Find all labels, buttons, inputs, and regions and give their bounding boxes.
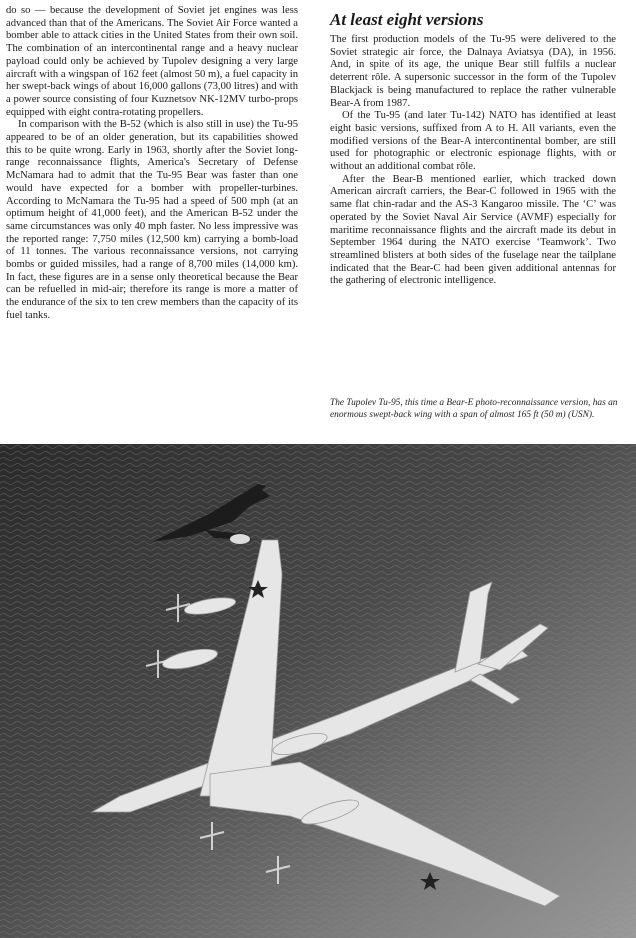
section-heading: At least eight versions bbox=[330, 10, 484, 29]
aircraft-photo bbox=[0, 444, 636, 938]
photo-caption: The Tupolev Tu-95, this time a Bear-E photo-reconnaissance version, has an enormous swept-back wing with a span of almost 165 ft (50 m) (USN). bbox=[330, 398, 618, 420]
paragraph: After the Bear-B mentioned earlier, which tracked down American aircraft carriers, the Bear-C followed in 1965 with the same flat chin-radar and the AS-3 Kangaroo missile. The ‘C’ was operated by the Soviet Naval Air Service (AVMF) especially for maritime reconnaissance flights and the aircraft made its debut in September 1964 during the NATO exercise ‘Teamwork’. Two streamlined blisters at both sides of the fuselage near the tailplane indicated that the Bear-C had been given additional antennas for the gathering of electronic intelligence. bbox=[330, 173, 616, 287]
paragraph: do so — because the development of Soviet jet engines was less advanced than that of the Americans. The Soviet Air Force wanted a bomber able to attack cities in the United States from their own soil. The combination of an intercontinental range and a heavy nuclear payload could only be achieved by Tupolev designing a very large aircraft with a wingspan of 162 feet (almost 50 m), a fuel capacity in her swept-back wings of about 16,000 gallons (73,00 litres) and with a power source consisting of four Kuznetsov NK-12MV turbo-props equipped with eight contra-rotating propellers. bbox=[6, 5, 298, 118]
sea-waves bbox=[0, 444, 636, 938]
right-text-column bbox=[330, 10, 616, 288]
left-text-column bbox=[6, 5, 298, 323]
paragraph: Of the Tu-95 (and later Tu-142) NATO has identified at least eight basic versions, suffixed from A to H. All variants, even the modified versions of the Bear-A intercontinental bomber, are still used for photographic or electronic espionage flights, with or without an additional combat rôle. bbox=[330, 110, 616, 173]
paragraph: The first production models of the Tu-95 were delivered to the Soviet strategic air force, the Dalnaya Aviatsya (DA), in 1956. And, in spite of its age, the unique Bear still fulfils a nuclear deterrent rôle. A supersonic successor in the form of the Tupolev Blackjack is being manufactured to replace the rather vulnerable Bear-A from 1987. bbox=[330, 34, 616, 109]
paragraph: In comparison with the B-52 (which is also still in use) the Tu-95 appeared to be of an older generation, but its capabilities showed this to be quite wrong. Early in 1963, shortly after the Soviet long-range reconnaissance flights, America's Secretary of Defense McNamara had to admit that the Tu-95 Bear was faster than one would have expected for a bomber with propeller-turbines. According to McNamara the Tu-95 had a speed of 500 mph (at an optimum height of 41,000 feet), and the American B-52 under the same circumstances was only 40 mph faster. No less impressive was the reported range: 7,750 miles (12,500 km) carrying a bomb-load of 11 tonnes. The various reconnaissance versions, not carrying bombs or guided missiles, had a range of 8,700 miles (14,000 km). In fact, these figures are in a sense only theoretical because the Bear can be refuelled in mid-air; therefore its range is more a matter of the endurance of the six to ten crew members than the capacity of its fuel tanks. bbox=[6, 119, 298, 321]
